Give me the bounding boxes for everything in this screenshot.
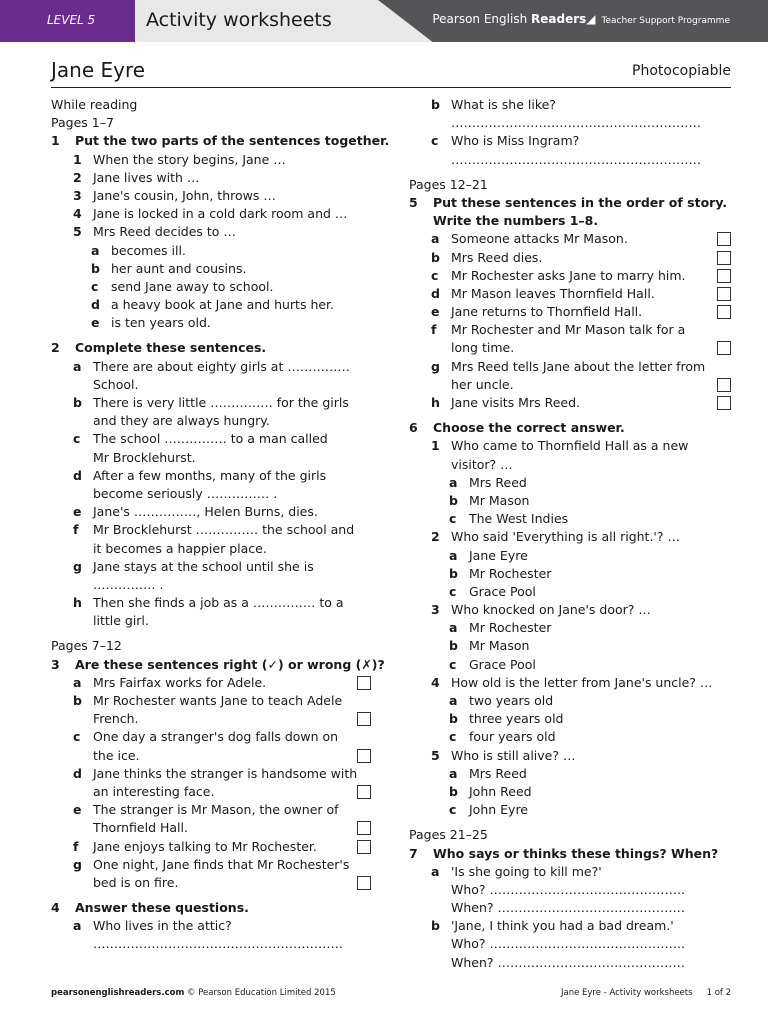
- q3-line: [51, 728, 371, 746]
- item-text: Mr Mason: [469, 492, 530, 508]
- q6-item: [409, 437, 731, 455]
- item-label: 1: [431, 438, 440, 454]
- q2-line: [51, 594, 371, 612]
- left-column: [51, 96, 390, 954]
- question-number: 6: [409, 420, 418, 436]
- question-5: [409, 194, 731, 212]
- item-label: b: [449, 783, 458, 799]
- question-5-instruction: [409, 212, 731, 230]
- item-text: Jane Eyre: [469, 547, 528, 563]
- q3-line: [51, 856, 371, 874]
- question-text: Choose the correct answer.: [433, 420, 625, 436]
- q7-line: [409, 954, 731, 972]
- item-label: 4: [73, 206, 82, 222]
- item-text: Mrs Reed dies.: [451, 249, 543, 265]
- spacer: [409, 412, 731, 419]
- item-text: When the story begins, Jane …: [93, 151, 286, 167]
- item-label: c: [431, 133, 439, 149]
- q5-line: [409, 376, 731, 394]
- item-text: bed is on fire.: [93, 874, 179, 890]
- question-2: [51, 339, 371, 357]
- item-label: c: [73, 729, 81, 745]
- footer-page: 1 of 2: [706, 988, 731, 998]
- q1-item: [51, 205, 371, 223]
- item-text: 'Jane, I think you had a bad dream.': [451, 918, 674, 934]
- item-text: ……………………………………………………: [451, 115, 701, 131]
- item-label: e: [91, 315, 100, 331]
- item-label: g: [73, 856, 82, 872]
- item-label: b: [449, 711, 458, 727]
- item-label: c: [431, 267, 439, 283]
- q4-line: [409, 132, 731, 150]
- item-label: b: [431, 97, 440, 112]
- q1-option: [51, 242, 371, 260]
- q3-line: [51, 819, 371, 837]
- q6-opt: [409, 710, 731, 728]
- item-text: Jane's ……………, Helen Burns, dies.: [93, 504, 318, 520]
- item-text: Who came to Thornfield Hall as a new: [451, 438, 689, 454]
- question-number: 2: [51, 340, 60, 356]
- item-text: four years old: [469, 729, 556, 745]
- q2-line: [51, 394, 371, 412]
- q1-option: [51, 278, 371, 296]
- question-text: Answer these questions.: [75, 900, 249, 916]
- q2-line: [51, 485, 371, 503]
- item-text: ……………………………………………………: [451, 151, 701, 167]
- item-text: 'Is she going to kill me?': [451, 863, 602, 879]
- spacer: [51, 630, 371, 637]
- item-label: c: [449, 511, 457, 527]
- answer-checkbox[interactable]: [717, 269, 731, 283]
- item-label: a: [449, 620, 458, 636]
- q1-item: [51, 187, 371, 205]
- item-text: it becomes a happier place.: [93, 540, 267, 556]
- item-label: 3: [431, 602, 440, 618]
- q6-opt: [409, 783, 731, 801]
- q2-line: [51, 521, 371, 539]
- item-text: Who lives in the attic?: [93, 918, 232, 934]
- q6-opt: [409, 656, 731, 674]
- brand-logo: [432, 12, 730, 26]
- question-number: 3: [51, 656, 60, 672]
- q1-item: [51, 169, 371, 187]
- item-text: her aunt and cousins.: [111, 260, 247, 276]
- header-title: Activity worksheets: [146, 9, 332, 31]
- item-label: a: [449, 474, 458, 490]
- q6-opt: [409, 492, 731, 510]
- item-text: Mrs Reed: [469, 474, 527, 490]
- item-label: 2: [73, 169, 82, 185]
- photocopiable-label: Photocopiable: [632, 63, 731, 79]
- answer-checkbox[interactable]: [357, 785, 371, 799]
- q6-opt: [409, 801, 731, 819]
- item-label: a: [449, 547, 458, 563]
- item-text: Jane returns to Thornfield Hall.: [451, 304, 643, 320]
- q5-line: [409, 230, 731, 248]
- item-text: …………… .: [93, 576, 164, 592]
- item-text: a heavy book at Jane and hurts her.: [111, 297, 335, 313]
- item-text: The stranger is Mr Mason, the owner of: [93, 802, 339, 818]
- q6-opt: [409, 619, 731, 637]
- item-label: b: [449, 565, 458, 581]
- section-while-reading: [51, 96, 371, 114]
- item-label: g: [431, 358, 440, 374]
- section-pages-12-21: [409, 176, 731, 194]
- q6-item: [409, 747, 731, 765]
- page-title: Jane Eyre: [51, 58, 146, 82]
- item-label: b: [449, 492, 458, 508]
- question-text: Put the two parts of the sentences together.: [75, 133, 390, 149]
- q6-opt: [409, 637, 731, 655]
- q6-opt: [409, 728, 731, 746]
- item-text: Who knocked on Jane's door? …: [451, 602, 651, 618]
- item-text: Mr Rochester asks Jane to marry him.: [451, 267, 686, 283]
- item-text: her uncle.: [451, 376, 514, 392]
- item-label: 3: [73, 187, 82, 203]
- item-text: Grace Pool: [469, 656, 536, 672]
- item-text: How old is the letter from Jane's uncle? …: [451, 674, 713, 690]
- question-number: 4: [51, 900, 60, 916]
- item-text: John Eyre: [469, 802, 529, 818]
- item-label: a: [91, 242, 100, 258]
- q6-opt: [409, 565, 731, 583]
- q5-line: [409, 267, 731, 285]
- q2-line: [51, 576, 371, 594]
- section-pages-7-12: [51, 637, 371, 655]
- answer-checkbox[interactable]: [717, 287, 731, 301]
- brand-suffix: Teacher Support Programme: [601, 16, 730, 26]
- item-text: is ten years old.: [111, 315, 211, 331]
- q3-line: [51, 874, 371, 892]
- item-label: b: [73, 395, 82, 410]
- item-label: b: [431, 249, 440, 265]
- q6-cont: [409, 456, 731, 474]
- brand-mark-icon: ◢: [586, 12, 596, 26]
- level-label: LEVEL 5: [47, 13, 96, 27]
- item-label: b: [91, 260, 100, 276]
- q7-line: [409, 899, 731, 917]
- item-text: Who? ………………………………………..: [451, 881, 685, 897]
- item-label: 5: [431, 747, 440, 763]
- item-label: d: [91, 297, 100, 313]
- answer-checkbox[interactable]: [357, 821, 371, 835]
- item-text: Mr Brocklehurst …………… the school and: [93, 522, 355, 538]
- q6-opt: [409, 510, 731, 528]
- q1-item: [51, 223, 371, 241]
- q1-option: [51, 296, 371, 314]
- answer-checkbox[interactable]: [717, 378, 731, 392]
- q6-opt: [409, 474, 731, 492]
- item-text: Who said 'Everything is all right.'? …: [451, 529, 680, 545]
- item-label: a: [73, 358, 82, 374]
- item-label: f: [431, 322, 437, 338]
- q3-line: [51, 692, 371, 710]
- item-text: Someone attacks Mr Mason.: [451, 231, 628, 247]
- q1-item: [51, 151, 371, 169]
- footer-left: [51, 988, 336, 998]
- item-label: e: [431, 304, 440, 320]
- q7-line: [409, 881, 731, 899]
- answer-checkbox[interactable]: [357, 712, 371, 726]
- q6-item: [409, 528, 731, 546]
- q2-line: [51, 467, 371, 485]
- q7-line: [409, 917, 731, 935]
- q2-line: [51, 412, 371, 430]
- item-label: c: [449, 583, 457, 599]
- item-label: a: [449, 765, 458, 781]
- q1-option: [51, 260, 371, 278]
- question-text: Put these sentences in the order of story.: [433, 194, 728, 210]
- item-text: What is she like?: [451, 97, 556, 112]
- question-1: [51, 132, 390, 150]
- question-text: Are these sentences right (✓) or wrong (✗)?: [75, 656, 385, 672]
- section-heading-text: Pages 21–25: [409, 827, 488, 843]
- q2-line: [51, 449, 371, 467]
- item-label: b: [73, 693, 82, 708]
- item-label: d: [73, 765, 82, 781]
- item-text: Jane stays at the school until she is: [93, 558, 314, 574]
- item-label: 5: [73, 224, 82, 240]
- item-text: Jane thinks the stranger is handsome with: [93, 765, 358, 781]
- item-label: c: [73, 431, 81, 447]
- item-text: an interesting face.: [93, 783, 215, 799]
- q4-line: [409, 151, 731, 169]
- q4-line: [51, 935, 371, 953]
- item-label: g: [73, 558, 82, 574]
- question-number: 1: [51, 133, 60, 149]
- item-text: When? ………………………………………: [451, 900, 686, 916]
- item-text: There are about eighty girls at ……………: [93, 358, 350, 374]
- answer-checkbox[interactable]: [717, 305, 731, 319]
- level-badge: [0, 0, 135, 42]
- item-text: send Jane away to school.: [111, 278, 274, 294]
- item-text: Jane lives with …: [93, 169, 200, 185]
- item-label: d: [431, 285, 440, 301]
- right-column: [409, 96, 731, 972]
- item-label: f: [73, 838, 79, 854]
- q1-option: [51, 314, 371, 332]
- item-text: Mr Rochester: [469, 620, 552, 636]
- q3-line: [51, 710, 371, 728]
- item-label: c: [449, 802, 457, 818]
- answer-checkbox[interactable]: [717, 396, 731, 410]
- item-text: Jane enjoys talking to Mr Rochester.: [93, 838, 317, 854]
- header-band: [0, 0, 768, 42]
- question-3: [51, 656, 385, 674]
- q2-line: [51, 358, 371, 376]
- item-label: b: [431, 918, 440, 934]
- answer-checkbox[interactable]: [717, 341, 731, 355]
- q2-line: [51, 540, 371, 558]
- spacer: [409, 169, 731, 176]
- q6-opt: [409, 547, 731, 565]
- q7-line: [409, 935, 731, 953]
- q5-line: [409, 285, 731, 303]
- item-text: Thornfield Hall.: [93, 820, 188, 836]
- section-heading-text: Pages 7–12: [51, 638, 122, 654]
- item-text: Grace Pool: [469, 583, 536, 599]
- item-label: 1: [73, 151, 82, 167]
- brand-prefix: Pearson English: [432, 12, 531, 26]
- footer-doc-name: - Activity worksheets: [600, 988, 693, 998]
- item-text: School.: [93, 376, 139, 392]
- item-text: Mrs Reed tells Jane about the letter from: [451, 358, 706, 374]
- spacer: [51, 892, 371, 899]
- item-text: long time.: [451, 340, 515, 356]
- q5-line: [409, 321, 731, 339]
- question-text: Complete these sentences.: [75, 340, 267, 356]
- q2-line: [51, 612, 371, 630]
- q2-line: [51, 376, 371, 394]
- item-label: f: [73, 522, 79, 538]
- item-text: There is very little …………… for the girls: [93, 395, 349, 410]
- spacer: [409, 819, 731, 826]
- item-text: three years old: [469, 711, 564, 727]
- item-text: After a few months, many of the girls: [93, 467, 327, 483]
- q5-line: [409, 358, 731, 376]
- q3-line: [51, 801, 371, 819]
- item-text: Mr Rochester and Mr Mason talk for a: [451, 322, 686, 338]
- item-label: a: [73, 674, 82, 690]
- item-text: John Reed: [469, 783, 532, 799]
- q6-opt: [409, 583, 731, 601]
- item-text: ……………………………………………………: [93, 936, 343, 952]
- item-text: Mr Mason leaves Thornfield Hall.: [451, 285, 655, 301]
- section-heading-text: Pages 12–21: [409, 176, 488, 192]
- item-text: One day a stranger's dog falls down on: [93, 729, 339, 745]
- answer-checkbox[interactable]: [717, 251, 731, 265]
- section-heading-text: While reading: [51, 97, 138, 112]
- brand-strong: Readers: [531, 12, 587, 26]
- q3-line: [51, 838, 371, 856]
- q2-line: [51, 558, 371, 576]
- item-label: a: [431, 863, 440, 879]
- item-label: c: [91, 278, 99, 294]
- q3-line: [51, 765, 371, 783]
- q6-opt: [409, 765, 731, 783]
- q5-line: [409, 303, 731, 321]
- item-label: 4: [431, 674, 440, 690]
- q6-item: [409, 601, 731, 619]
- q7-line: [409, 863, 731, 881]
- item-label: h: [431, 395, 440, 410]
- spacer: [51, 332, 371, 339]
- answer-checkbox[interactable]: [717, 232, 731, 246]
- q4-line: [409, 96, 731, 114]
- item-label: h: [73, 595, 82, 611]
- title-row: [51, 58, 731, 88]
- item-text: Mr Mason: [469, 638, 530, 654]
- item-label: b: [449, 638, 458, 654]
- item-text: Who? ………………………………………..: [451, 936, 685, 952]
- item-text: Then she finds a job as a …………… to a: [93, 595, 344, 611]
- question-4: [51, 899, 371, 917]
- item-text: Mrs Reed decides to …: [93, 224, 236, 240]
- section-pages-21-25: [409, 826, 731, 844]
- item-text: Who is still alive? …: [451, 747, 576, 763]
- item-label: a: [449, 693, 458, 708]
- item-text: Jane visits Mrs Reed.: [451, 395, 580, 410]
- item-text: Mr Rochester wants Jane to teach Adele: [93, 693, 343, 708]
- item-label: c: [449, 656, 457, 672]
- item-text: French.: [93, 711, 139, 727]
- item-text: Mr Rochester: [469, 565, 552, 581]
- section-pages-1-7: [51, 114, 371, 132]
- q4-line: [409, 114, 731, 132]
- q2-line: [51, 430, 371, 448]
- answer-checkbox[interactable]: [357, 749, 371, 763]
- q3-line: [51, 747, 371, 765]
- item-text: the ice.: [93, 747, 140, 763]
- q5-line: [409, 339, 731, 357]
- footer-book-title: Jane Eyre: [561, 988, 601, 998]
- item-text: and they are always hungry.: [93, 413, 270, 429]
- item-text: becomes ill.: [111, 242, 186, 258]
- question-number: 7: [409, 845, 418, 861]
- item-text: The West Indies: [469, 511, 569, 527]
- q3-line: [51, 783, 371, 801]
- item-label: d: [73, 467, 82, 483]
- item-text: visitor? …: [451, 456, 513, 472]
- q3-line: [51, 674, 371, 692]
- q6-item: [409, 674, 731, 692]
- footer-book: [561, 988, 693, 998]
- q5-line: [409, 249, 731, 267]
- item-text: Jane is locked in a cold dark room and …: [93, 206, 348, 222]
- item-label: 2: [431, 529, 440, 545]
- item-text: Who is Miss Ingram?: [451, 133, 580, 149]
- q6-opt: [409, 692, 731, 710]
- item-label: a: [431, 231, 440, 247]
- answer-checkbox[interactable]: [357, 676, 371, 690]
- section-heading-text: Pages 1–7: [51, 115, 114, 131]
- question-number: 5: [409, 194, 418, 210]
- item-text: Mrs Reed: [469, 765, 527, 781]
- question-6: [409, 419, 731, 437]
- item-label: a: [73, 918, 82, 934]
- item-text: little girl.: [93, 613, 149, 629]
- q4-line: [51, 917, 371, 935]
- question-text: Write the numbers 1–8.: [433, 213, 599, 229]
- question-7: [409, 845, 731, 863]
- item-text: become seriously …………… .: [93, 485, 278, 501]
- item-label: e: [73, 504, 82, 520]
- question-text: Who says or thinks these things? When?: [433, 845, 719, 861]
- item-label: e: [73, 802, 82, 818]
- item-text: When? ………………………………………: [451, 954, 686, 970]
- q2-line: [51, 503, 371, 521]
- item-text: Mrs Fairfax works for Adele.: [93, 674, 267, 690]
- item-text: two years old: [469, 693, 554, 708]
- q5-line: [409, 394, 731, 412]
- item-text: The school …………… to a man called: [93, 431, 328, 447]
- answer-checkbox[interactable]: [357, 840, 371, 854]
- item-text: Mr Brocklehurst.: [93, 449, 196, 465]
- footer-copyright: © Pearson Education Limited 2015: [187, 988, 336, 998]
- footer-site: pearsonenglishreaders.com: [51, 988, 185, 998]
- item-text: One night, Jane finds that Mr Rochester's: [93, 856, 350, 872]
- item-text: Jane's cousin, John, throws …: [93, 187, 276, 203]
- answer-checkbox[interactable]: [357, 876, 371, 890]
- item-label: c: [449, 729, 457, 745]
